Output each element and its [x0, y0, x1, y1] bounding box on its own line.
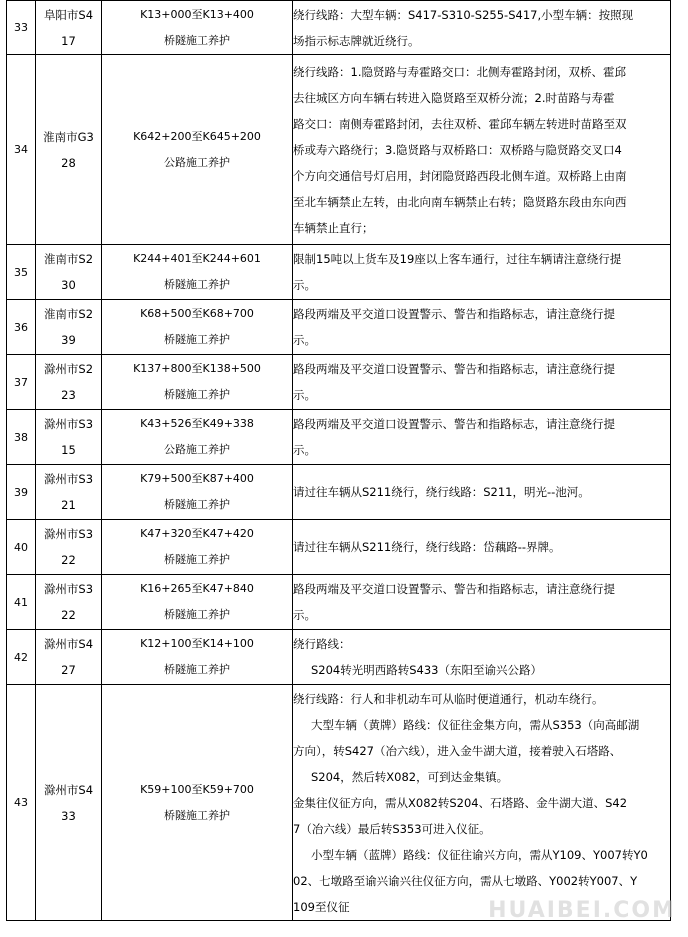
detour-text: 示。: [293, 333, 316, 347]
detour-text: S204，然后转X082，可到达金集镇。: [311, 769, 509, 784]
stake-range: K79+500至K87+400: [140, 472, 254, 485]
watermark: HUAIBEI.COM: [488, 898, 676, 923]
table-row: [7, 520, 671, 575]
work-type: 桥隧施工养护: [164, 498, 230, 511]
detour-text: 路段两端及平交道口设置警示、警告和指路标志，请注意绕行提: [293, 307, 615, 321]
road-cell: [36, 245, 102, 300]
row-number: 37: [7, 355, 36, 410]
detour-cell: [293, 1, 671, 55]
table-row: [7, 575, 671, 630]
road-text: 滁州市S4: [43, 637, 94, 651]
table-row: [7, 245, 671, 300]
road-text: 17: [61, 33, 76, 48]
location-cell: [102, 465, 293, 520]
work-type: 桥隧施工养护: [164, 553, 230, 566]
road-text: 22: [61, 608, 76, 622]
road-text: 33: [61, 808, 76, 823]
row-number: 42: [7, 630, 36, 685]
detour-text: 去往城区方向车辆右转进入隐贤路至双桥分流；2.时苗路与寿霍: [293, 90, 615, 105]
road-text: 30: [61, 278, 76, 292]
road-text: 滁州市S3: [43, 582, 94, 596]
detour-cell: [293, 355, 671, 410]
work-type: 桥隧施工养护: [164, 608, 230, 621]
stake-range: K244+401至K244+601: [133, 252, 261, 265]
road-text: 21: [61, 498, 76, 512]
location-cell: [102, 575, 293, 630]
work-type: 公路施工养护: [164, 155, 230, 169]
detour-text: 示。: [293, 608, 316, 622]
detour-text: 绕行线路：行人和非机动车可从临时便道通行，机动车绕行。: [293, 691, 604, 706]
stake-range: K16+265至K47+840: [140, 582, 254, 595]
location-cell: [102, 410, 293, 465]
road-text: 滁州市S4: [43, 782, 94, 797]
detour-text: 路交口：南侧寿霍路封闭，去往双桥、霍邱车辆左转进时苗路至双: [293, 116, 627, 131]
work-type: 桥隧施工养护: [164, 33, 230, 47]
work-type: 桥隧施工养护: [164, 808, 230, 822]
stake-range: K47+320至K47+420: [140, 527, 254, 540]
stake-range: K13+000至K13+400: [140, 7, 254, 21]
location-cell: [102, 1, 293, 55]
detour-cell: [293, 465, 671, 520]
road-cell: [36, 465, 102, 520]
work-type: 桥隧施工养护: [164, 663, 230, 676]
location-cell: [102, 300, 293, 355]
detour-text: 示。: [293, 278, 316, 292]
road-cell: [36, 55, 102, 245]
detour-cell: [293, 685, 671, 921]
table-row: [7, 55, 671, 245]
detour-text: 绕行路线：: [293, 637, 351, 651]
work-type: 桥隧施工养护: [164, 278, 230, 291]
detour-text: 02、七墩路至谕兴谕兴往仪征方向，需从七墩路、Y002转Y007、Y: [293, 873, 638, 888]
detour-text: 车辆禁止直行；: [293, 220, 374, 235]
detour-text: 路段两端及平交道口设置警示、警告和指路标志，请注意绕行提: [293, 362, 615, 376]
table-row: [7, 300, 671, 355]
location-cell: [102, 685, 293, 921]
road-cell: [36, 575, 102, 630]
road-text: 淮南市G3: [43, 129, 94, 144]
detour-text: 大型车辆（黄牌）路线：仪征往金集方向，需从S353（向高邮湖: [311, 717, 640, 732]
work-type: 桥隧施工养护: [164, 388, 230, 401]
road-text: 15: [61, 443, 76, 457]
road-text: 淮南市S2: [43, 307, 94, 321]
table-row: [7, 685, 671, 921]
location-cell: [102, 630, 293, 685]
row-number: 38: [7, 410, 36, 465]
detour-text: 小型车辆（蓝牌）路线：仪征往谕兴方向，需从Y109、Y007转Y0: [311, 847, 648, 862]
road-text: 28: [61, 155, 76, 170]
road-cell: [36, 410, 102, 465]
road-text: 滁州市S2: [43, 362, 94, 376]
detour-cell: [293, 520, 671, 575]
detour-text: 场指示标志牌就近绕行。: [293, 33, 420, 48]
table-row: [7, 410, 671, 465]
detour-text: 请过往车辆从S211绕行，绕行线路：S211，明光--池河。: [293, 485, 590, 499]
row-number: 41: [7, 575, 36, 630]
detour-cell: [293, 410, 671, 465]
row-number: 33: [7, 1, 36, 55]
stake-range: K43+526至K49+338: [140, 417, 254, 430]
detour-text: 绕行线路：1.隐贤路与寿霍路交口：北侧寿霍路封闭，双桥、霍邱: [293, 64, 626, 79]
detour-cell: [293, 55, 671, 245]
road-text: 22: [61, 553, 76, 567]
road-text: 23: [61, 388, 76, 402]
road-cell: [36, 1, 102, 55]
road-text: 27: [61, 663, 76, 677]
detour-text: 路段两端及平交道口设置警示、警告和指路标志，请注意绕行提: [293, 582, 615, 596]
detour-table-body: [7, 1, 671, 921]
stake-range: K137+800至K138+500: [133, 362, 261, 375]
row-number: 34: [7, 55, 36, 245]
road-text: 淮南市S2: [43, 252, 94, 266]
work-type: 桥隧施工养护: [164, 333, 230, 346]
detour-cell: [293, 300, 671, 355]
location-cell: [102, 520, 293, 575]
table-row: [7, 355, 671, 410]
table-row: [7, 465, 671, 520]
stake-range: K68+500至K68+700: [140, 307, 254, 320]
location-cell: [102, 55, 293, 245]
road-cell: [36, 630, 102, 685]
stake-range: K59+100至K59+700: [140, 782, 254, 796]
table-row: [7, 1, 671, 55]
row-number: 36: [7, 300, 36, 355]
road-text: 阜阳市S4: [43, 7, 94, 22]
detour-text: 至北车辆禁止左转，由北向南车辆禁止右转；隐贤路东段由东向西: [293, 194, 627, 209]
detour-text: 请过往车辆从S211绕行，绕行线路：岱藕路--界牌。: [293, 540, 561, 554]
detour-text: 限制15吨以上货车及19座以上客车通行，过往车辆请注意绕行提: [293, 252, 622, 266]
row-number: 39: [7, 465, 36, 520]
row-number: 43: [7, 685, 36, 921]
detour-text: 示。: [293, 388, 316, 402]
road-cell: [36, 300, 102, 355]
detour-table: [6, 0, 671, 921]
detour-text: 个方向交通信号灯启用，封闭隐贤路西段北侧车道。双桥路上由南: [293, 168, 627, 183]
row-number: 40: [7, 520, 36, 575]
road-text: 滁州市S3: [43, 472, 94, 486]
detour-text: 路段两端及平交道口设置警示、警告和指路标志，请注意绕行提: [293, 417, 615, 431]
stake-range: K12+100至K14+100: [140, 637, 254, 650]
detour-text: 方向），转S427（冶六线），进入金牛湖大道，接着驶入石塔路、: [293, 743, 622, 758]
detour-text: S204转光明西路转S433（东阳至谕兴公路）: [311, 663, 542, 677]
road-text: 滁州市S3: [43, 527, 94, 541]
road-cell: [36, 685, 102, 921]
work-type: 公路施工养护: [164, 443, 230, 456]
detour-cell: [293, 245, 671, 300]
detour-text: 绕行线路：大型车辆：S417-S310-S255-S417,小型车辆：按照现: [293, 7, 634, 22]
detour-text: 桥或寿六路绕行；3.隐贤路与双桥路口：双桥路与隐贤路交叉口4: [293, 142, 622, 157]
road-text: 滁州市S3: [43, 417, 94, 431]
stake-range: K642+200至K645+200: [133, 129, 261, 143]
road-cell: [36, 355, 102, 410]
table-row: [7, 630, 671, 685]
location-cell: [102, 245, 293, 300]
detour-text: 109至仪征: [293, 899, 350, 914]
location-cell: [102, 355, 293, 410]
detour-cell: [293, 575, 671, 630]
row-number: 35: [7, 245, 36, 300]
detour-text: 金集往仪征方向，需从X082转S204、石塔路、金牛湖大道、S42: [293, 795, 628, 810]
road-text: 39: [61, 333, 76, 347]
detour-text: 7（冶六线）最后转S353可进入仪征。: [293, 821, 491, 836]
detour-cell: [293, 630, 671, 685]
detour-text: 示。: [293, 443, 316, 457]
road-cell: [36, 520, 102, 575]
